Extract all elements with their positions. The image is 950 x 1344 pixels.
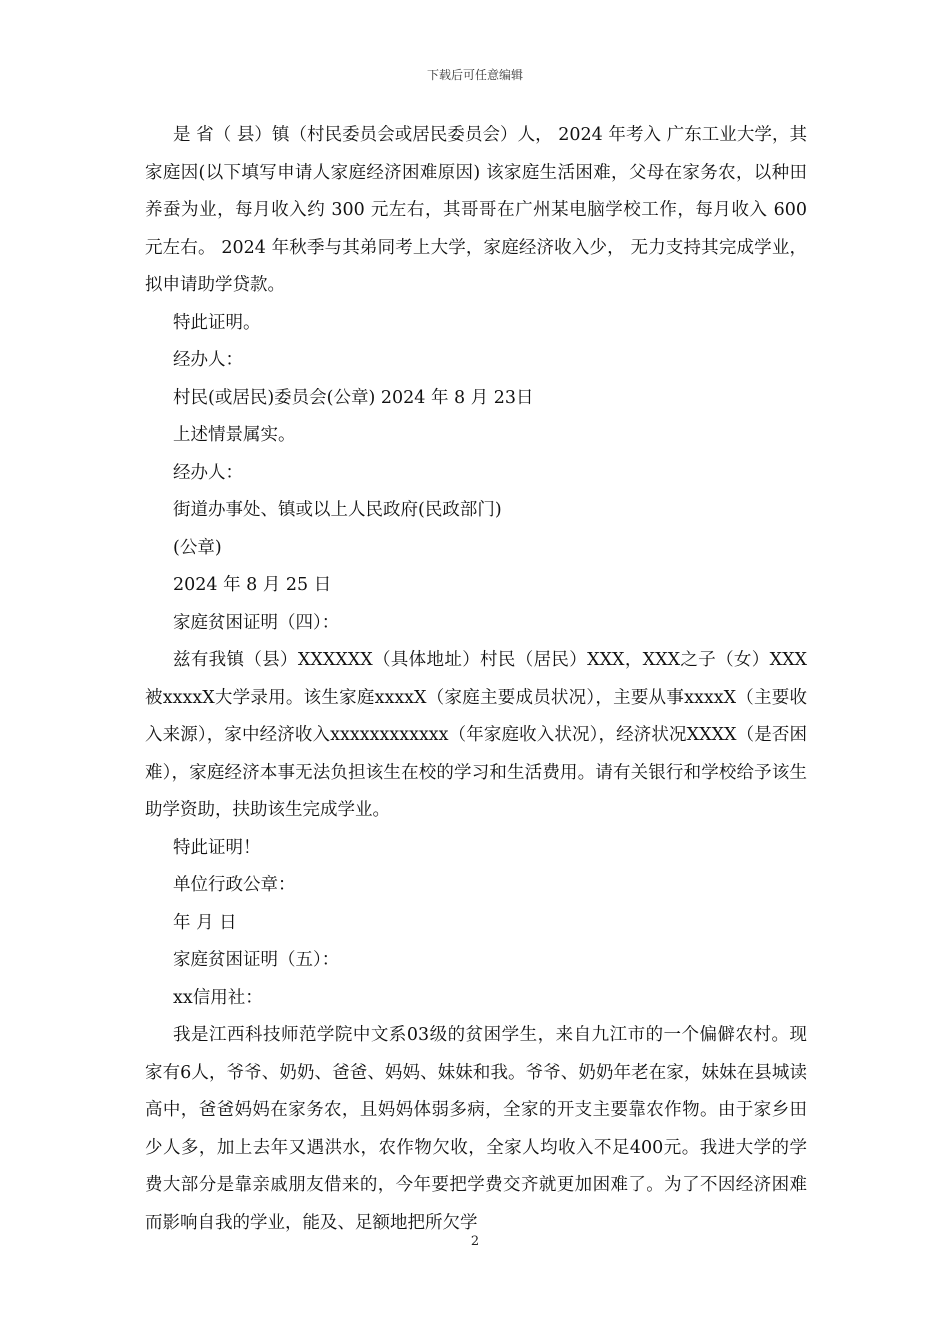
paragraph: 经办人： — [173, 462, 243, 483]
paragraph: 兹有我镇（县）XXXXXX（具体地址）村民（居民）XXX，XXX之子（女）XXX被xxxxX大学录用。该生家庭xxxxX（家庭主要成员状况），主要从事xxxxX（主要收入来源），家中经济收入xxxxxxxxxxxx（年家庭收入状况），经济状况XXXX（是否困难），家庭经济本事无法负担该生在校的学习和生活费用。请有关银行和学校给予该生助学资助，扶助该生完成学业。 — [145, 650, 807, 820]
paragraph: 单位行政公章： — [173, 875, 296, 895]
document-body — [145, 117, 807, 1242]
paragraph: 上述情景属实。 — [173, 425, 296, 445]
paragraph: 年 月 日 — [173, 912, 237, 933]
page-header: 下载后可任意编辑 — [426, 68, 523, 82]
section-heading: 家庭贫困证明（四）： — [173, 612, 340, 633]
paragraph: 我是江西科技师范学院中文系03级的贫困学生，来自九江市的一个偏僻农村。现家有6人，爷爷、奶奶、爸爸、妈妈、妹妹和我。爷爷、奶奶年老在家，妹妹在县城读高中，爸爸妈妈在家务农，且妈妈体弱多病，全家的开支主要靠农作物。由于家乡田少人多，加上去年又遇洪水，农作物欠收，全家人均收入不足400元。我进大学的学费大部分是靠亲戚朋友借来的，今年要把学费交齐就更加困难了。为了不因经济困难而影响自我的学业，能及、足额地把所欠学 — [145, 1025, 807, 1233]
paragraph: 是 省（ 县）镇（村民委员会或居民委员会）人， 2024 年考入 广东工业大学，其家庭因(以下填写申请人家庭经济困难原因) 该家庭生活困难，父母在家务农，以种田养蚕为业，每月收入约 300 元左右，其哥哥在广州某电脑学校工作，每月收入 600 元左右。 2024 年秋季与其弟同考上大学，家庭经济收入少， 无力支持其完成学业，拟申请助学贷款。 — [145, 125, 807, 295]
section-heading: 家庭贫困证明（五）： — [173, 950, 340, 970]
paragraph: (公章) — [173, 537, 222, 558]
paragraph: 特此证明。 — [173, 312, 261, 333]
paragraph: 经办人： — [173, 350, 243, 370]
paragraph: 2024 年 8 月 25 日 — [173, 575, 332, 595]
paragraph: 特此证明！ — [173, 837, 261, 858]
paragraph: 街道办事处、镇或以上人民政府(民政部门) — [173, 500, 502, 520]
paragraph: 村民(或居民)委员会(公章) 2024 年 8 月 23日 — [173, 387, 534, 408]
page-number: 2 — [470, 1234, 480, 1249]
paragraph: xx信用社： — [173, 987, 263, 1008]
